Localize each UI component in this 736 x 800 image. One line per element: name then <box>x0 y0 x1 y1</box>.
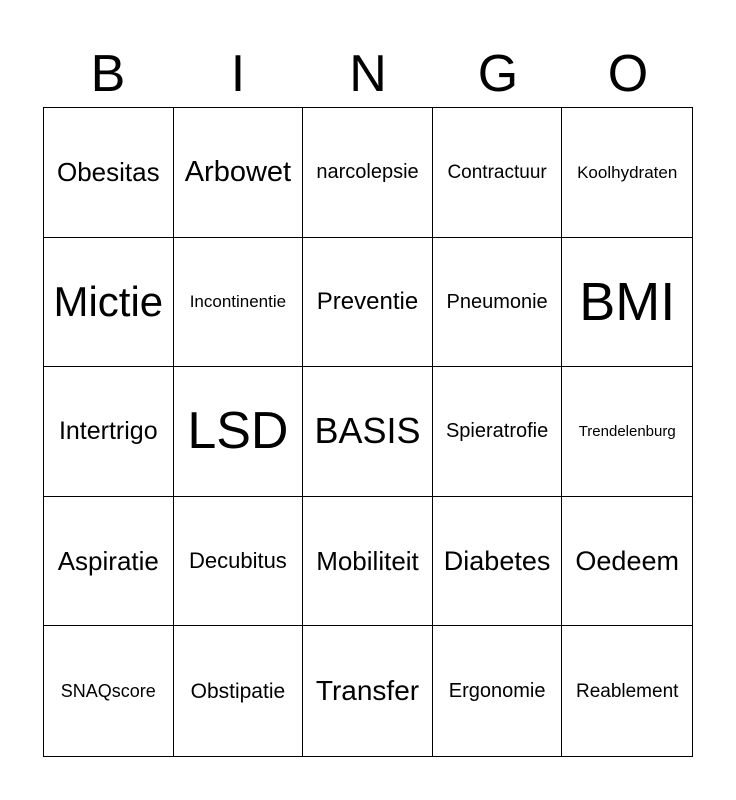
bingo-cell[interactable]: Contractuur <box>433 108 563 238</box>
bingo-cell[interactable]: Trendelenburg <box>562 367 692 497</box>
bingo-cell[interactable]: Diabetes <box>433 497 563 627</box>
bingo-cell[interactable]: Ergonomie <box>433 626 563 756</box>
header-letter-i: I <box>230 45 246 103</box>
bingo-cell[interactable]: Pneumonie <box>433 238 563 368</box>
bingo-cell[interactable]: LSD <box>174 367 304 497</box>
bingo-cell[interactable]: Mobiliteit <box>303 497 433 627</box>
bingo-cell[interactable]: Decubitus <box>174 497 304 627</box>
bingo-cell[interactable]: SNAQscore <box>44 626 174 756</box>
header-letter-n: N <box>349 45 387 103</box>
header-letter-g: G <box>477 45 519 103</box>
bingo-cell[interactable]: narcolepsie <box>303 108 433 238</box>
bingo-board <box>43 107 693 757</box>
bingo-cell[interactable]: Koolhydraten <box>562 108 692 238</box>
header-letter-b: B <box>90 45 126 103</box>
bingo-cell[interactable]: Arbowet <box>174 108 304 238</box>
bingo-cell[interactable]: Aspiratie <box>44 497 174 627</box>
bingo-cell[interactable]: Obstipatie <box>174 626 304 756</box>
bingo-cell[interactable]: BASIS <box>303 367 433 497</box>
header-letter-o: O <box>607 45 649 103</box>
bingo-cell[interactable]: Mictie <box>44 238 174 368</box>
bingo-cell[interactable]: Oedeem <box>562 497 692 627</box>
bingo-cell[interactable]: Intertrigo <box>44 367 174 497</box>
bingo-header <box>43 40 693 108</box>
bingo-cell[interactable]: Spieratrofie <box>433 367 563 497</box>
bingo-cell[interactable]: Transfer <box>303 626 433 756</box>
bingo-cell[interactable]: Preventie <box>303 238 433 368</box>
bingo-cell[interactable]: Reablement <box>575 680 679 702</box>
bingo-cell[interactable]: Obesitas <box>44 108 174 238</box>
bingo-cell[interactable]: BMI <box>562 238 692 368</box>
bingo-cell[interactable]: Incontinentie <box>174 238 304 368</box>
